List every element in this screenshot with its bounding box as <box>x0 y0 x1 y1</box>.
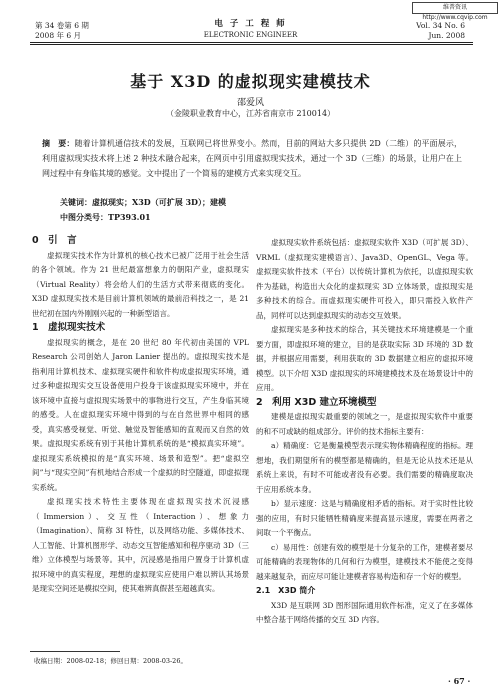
author-affiliation: （金陵职业教育中心，江苏省南京市 210014） <box>165 109 336 118</box>
paragraph: 虚拟现实技术特性主要体现在虚拟现实技术沉浸感（Immersion）、交互性（Interaction）、想象力（Imagination）、简称 3I 特性，以及网络功能、多媒体技术、人工智能、计算机图形学、动态交互智能感知和程序驱动 3D（三维）立体模型与场景等。其中，沉浸感是指用户置身于计算机虚拟环境中的真实程度，理想的虚拟现实应使用户难以辨认其场景是现实空间还是模拟空间，使其难辨真假甚至超越真实。 <box>32 497 249 593</box>
issue-date-en: Jun. 2008 <box>428 31 465 40</box>
abstract-text: 随着计算机通信技术的发展，互联网已将世界变小。然而，目前的网站大多只提供 2D（二维）的平面展示，利用虚拟现实技术将上述 2 种技术融合起来，在网页中引用虚拟现实技术，通过一个 3D（三维）的场景，让用户在上网过程中有身临其境的感觉。文中提出了一个简易的建模方式来实现交互。 <box>42 139 462 178</box>
paragraph: b）显示速度：这是与精确度相矛盾的指标。对于实时性比较强的应用，有时只能牺牲精确度来提高显示速度，需要在两者之间取一个平衡点。 <box>256 499 473 537</box>
paragraph: c）易用性：创建有效的模型是十分复杂的工作，建模者要尽可能精确的表现物体的几何和行为模型，建模技术不能使之变得越来越复杂，而应尽可能让建模者容易构造和存一个好的模型。 <box>256 542 473 581</box>
paragraph: 虚拟现实的概念，是在 20 世纪 80 年代初由美国的 VPL Research 公司创始人 Jaron Lanier 提出的。虚拟现实技术是指利用计算机技术、虚拟现实硬件和软件构成虚拟现实环境，通过多种虚拟现实交互设备使用户投身于该虚拟现实环境中，并在该环境中直接与虚拟现实场景中的事物进行交互，产生身临其境的感受。人在虚拟现实环境中得到的与在自然世界中相同的感受，真实感受视觉、听觉、触觉及智能感知的直观而又自然的效果。虚拟现实系统有别于其他计算机系统的是“模拟真实环境”。虚拟现实系统模拟的是“真实环境、场景和造型”。把“虚拟空间”与“现实空间”有机地结合形成一个虚拟的时空隧道，即虚拟现实系统。 <box>32 337 249 492</box>
section-heading-modeling: 2 利用 X3D 建立环境模型 <box>256 396 377 408</box>
volume-issue: 第 34 卷第 6 期 <box>35 21 89 30</box>
section-heading-vr: 1 虚拟现实技术 <box>32 322 106 333</box>
author-name: 邵爱风 <box>236 98 264 108</box>
keywords: 关键词：虚拟现实；X3D（可扩展 3D）；建模 <box>60 197 226 207</box>
paragraph: 建模是虚拟现实最重要的领域之一，是虚拟现实软件中重要的和不可或缺的组成部分。评价的技术指标主要有： <box>256 412 473 436</box>
paragraph: 虚拟现实是多种技术的综合，其关键技术环境建模是一个重要方面，即虚拟环境的建立，目的是获取实际 3D 环境的 3D 数据，并根据应用需要，利用获取的 3D 数据建立相应的虚拟环境模型。以下介绍 X3D 虚拟现实的环境建模技术及在场景设计中的应用。 <box>256 325 473 392</box>
subsection-heading-x3d: 2.1 X3D 简介 <box>256 586 316 595</box>
paragraph: 虚拟现实技术作为计算机的核心技术已被广泛用于社会生活的各个领域。作为 21 世纪最富想象力的朝阳产业，虚拟现实（Virtual Reality）将会给人们的生活方式带来彻底的变化。X3D 虚拟现实技术是目前计算机领域的最前沿科技之一，是 21 世纪初在国内外刚刚兴起的一种新型语言。 <box>32 250 249 318</box>
paragraph: a）精确度：它是衡量模型表示现实物体精确程度的指标。理想地，我们期望所有的模型都是精确的，但是无论从技术还是从系统上来说，有时不可能或者没有必要。我们需要的精确度取决于应用系统本身。 <box>256 441 473 494</box>
left-column <box>32 234 249 597</box>
paper-title: 基于 X3D 的虚拟现实建模技术 <box>130 72 371 91</box>
abstract <box>42 136 462 181</box>
classification-number: 中图分类号：TP393.01 <box>60 212 151 222</box>
right-column <box>256 236 473 628</box>
footnote-rule <box>30 651 120 652</box>
source-watermark: 维普资讯 http://www.cqvip.com <box>412 2 498 14</box>
journal-name-en: ELECTRONIC ENGINEER <box>203 31 298 39</box>
paragraph: 虚拟现实软件系统包括：虚拟现实软件 X3D（可扩展 3D）、VRML（虚拟现实建模语言）、Java3D、OpenGL、Vega 等。虚拟现实软件技术（平台）以传统计算机为依托，以虚拟现实软件为基础，构造出大众化的虚拟现实 3D 立体场景，虚拟现实是多种技术的综合。而虚拟现实硬件可投入，即只需投入软件产品，同样可以达到虚拟现实的动态交互效果。 <box>256 238 473 320</box>
journal-name: 电 子 工 程 师 <box>214 19 287 29</box>
received-date: 收稿日期：2008-02-18；修回日期：2008-03-26。 <box>34 657 187 665</box>
page-number: · 67 · <box>448 676 471 686</box>
header-rule-thin <box>30 44 473 45</box>
header-rule <box>30 42 473 43</box>
volume-issue-en: Vol. 34 No. 6 <box>416 21 465 30</box>
issue-date: 2008 年 6 月 <box>35 31 82 40</box>
paragraph: X3D 是互联网 3D 图形国际通用软件标准，定义了在多媒体中整合基于网络传播的交互 3D 内容。 <box>256 600 473 624</box>
section-heading-intro: 0 引 言 <box>32 235 77 246</box>
abstract-label: 摘 要： <box>42 138 75 148</box>
